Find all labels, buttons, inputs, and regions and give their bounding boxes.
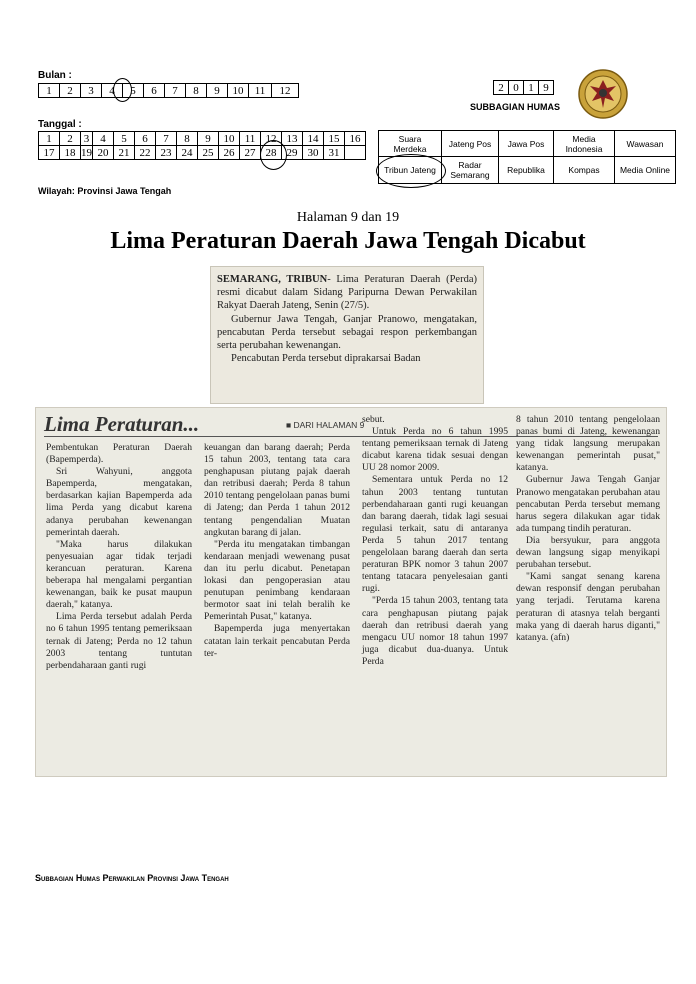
media-selection-circle: [376, 154, 446, 188]
media-cell: Republika: [499, 157, 554, 184]
media-cell: Jateng Pos: [442, 131, 499, 157]
month-grid: [38, 83, 299, 98]
date-cell: 21: [114, 146, 135, 160]
date-cell: 22: [135, 146, 156, 160]
date-cell: 27: [240, 146, 261, 160]
date-cell: 6: [135, 132, 156, 146]
month-cell: 10: [228, 84, 249, 98]
year-digit: 9: [539, 81, 554, 95]
article-paragraph: keuangan dan barang daerah; Perda 15 tahun 2003, tentang tata cara penghapusan piutang pajak daerah dan retribusi daerah; Perda 8 tahun 2010 tentang pengelolaan panas bumi di Jateng; dan Perda 1 tahun 2012 tentang pengendalian Muatan angkutan barang di jalan.: [204, 442, 350, 538]
article-paragraph: Bapemperda juga menyertakan catatan lain terkait pencabutan Perda ter-: [204, 623, 350, 659]
month-cell: 12: [272, 84, 299, 98]
article-paragraph: Dia bersyukur, para anggota dewan langsung sigap menyikapi perubahan tersebut.: [516, 534, 660, 571]
media-cell: Radar Semarang: [442, 157, 499, 184]
news-clipping-continued: [35, 407, 667, 777]
article-column-1: [46, 442, 192, 672]
date-cell: 20: [93, 146, 114, 160]
dateline: SEMARANG, TRIBUN: [217, 274, 328, 285]
date-cell: 14: [303, 132, 324, 146]
month-cell: 7: [165, 84, 186, 98]
news-clipping-front: [210, 266, 484, 404]
date-cell: 26: [219, 146, 240, 160]
date-cell: 24: [177, 146, 198, 160]
date-cell: 15: [324, 132, 345, 146]
clip2-page-ref: ■ DARI HALAMAN 9: [286, 420, 365, 430]
article-paragraph: Lima Perda tersebut adalah Perda no 6 tahun 1995 tentang pemeriksaan ternak di Jateng; Perda no 12 tahun 2003 tentang tuntutan perbendaharaan ganti rugi: [46, 611, 192, 671]
month-cell: 11: [249, 84, 272, 98]
date-cell: 19: [81, 146, 92, 159]
article-paragraph: sebut.: [362, 414, 385, 425]
date-grid: [38, 131, 366, 160]
date-cell: 2: [60, 132, 81, 146]
media-cell: Jawa Pos: [499, 131, 554, 157]
article-paragraph: 8 tahun 2010 tentang pengelolaan panas bumi di Jateng, kewenangan yang tidak langsung merupakan kewenangan pemerintah pusat," katanya.: [516, 414, 660, 474]
article-column-2: [204, 442, 350, 660]
month-cell: 9: [207, 84, 228, 98]
article-column-4: [516, 414, 660, 644]
year-digit: 2: [494, 81, 509, 95]
article-paragraph: Sementara untuk Perda no 12 tahun 2003 tentang tuntutan perbendaharaan ganti rugi keuangan dan barang daerah, tidak lagi sesuai regulasi terkait, satu di antaranya Perda 5 tahun 2017 tentang pengelolaan barang daerah dan serta peraturan BPK nomor 3 tahun 2007 tentang tatacara penyelesaian ganti rugi.: [362, 474, 508, 595]
date-cell: 11: [240, 132, 261, 146]
year-digit: 0: [509, 81, 524, 95]
article-paragraph: "Maka harus dilakukan penyesuaian agar tidak terjadi kerancuan peraturan. Karena beberapa hal mengalami pergantian kewenangan, baik ke pusat maupun daerah," katanya.: [46, 538, 192, 611]
date-cell: 25: [198, 146, 219, 160]
month-selection-circle: [113, 78, 132, 102]
page-reference: Halaman 9 dan 19: [296, 210, 400, 225]
date-cell: 16: [345, 132, 366, 146]
tanggal-label: Tanggal :: [38, 119, 82, 130]
date-cell: 31: [324, 146, 345, 160]
clip1-paragraph: Gubernur Jawa Tengah, Ganjar Pranowo, mengatakan, pencabutan Perda tersebut sebagai respon perkembangan serta perubahan kewenangan.: [217, 313, 477, 352]
date-cell: 23: [156, 146, 177, 160]
date-cell-selected: 28: [261, 146, 282, 160]
date-cell: 7: [156, 132, 177, 146]
media-cell: Wawasan: [615, 131, 676, 157]
month-cell: 4: [102, 84, 123, 98]
bulan-label: Bulan :: [38, 70, 72, 81]
media-cell-selected: Tribun Jateng: [379, 157, 442, 184]
media-cell: Media Online: [615, 157, 676, 184]
date-cell: 13: [282, 132, 303, 146]
footer: Subbagian Humas Perwakilan Provinsi Jawa Tengah: [35, 873, 229, 883]
article-column-3: [362, 414, 508, 668]
date-cell: [345, 146, 366, 160]
date-cell: 29: [282, 146, 303, 160]
date-selection-circle: [260, 140, 287, 170]
article-paragraph: "Perda itu mengatakan timbangan kendaraan menjadi wewenang pusat dan itu perlu dicabut. Penetapan lokasi dan pengoperasian atau penutupan penimbang kendaraan bermotor saat ini telah beralih ke Pemerintah Pusat," katanya.: [204, 538, 350, 623]
clip1-paragraph: Pencabutan Perda tersebut diprakarsai Badan: [231, 353, 421, 365]
article-paragraph: Gubernur Jawa Tengah Ganjar Pranowo mengatakan perubahan atau pencabutan Perda tersebut memang harus segera dilakukan agar tidak ada tumpang tindih peraturan.: [516, 474, 660, 534]
article-paragraph: "Kami sangat senang karena dewan responsif dengan perubahan yang terjadi. Terutama karena peraturan di atasnya telah berganti maka yang di daerah harus diganti," katanya. (afn): [516, 571, 660, 643]
date-cell: 17: [39, 146, 60, 160]
date-cell: 12: [261, 132, 282, 146]
garuda-seal-icon: [578, 68, 628, 120]
date-cell: 8: [177, 132, 198, 146]
article-paragraph: Untuk Perda no 6 tahun 1995 tentang pemeriksaan ternak di Jateng dicabut karena tidak sesuai dengan UU 28 nomor 2009.: [362, 426, 508, 474]
article-paragraph: Pembentukan Peraturan Daerah (Bapemperda).: [46, 442, 192, 466]
year-grid: [493, 80, 554, 95]
date-cell: 1: [39, 132, 60, 146]
month-cell: 6: [144, 84, 165, 98]
article-paragraph: "Perda 15 tahun 2003, tentang tata cara penghapusan piutang pajak daerah dan retribusi daerah yang mengacu UU nomor 18 tahun 1997 juga dicabut dua-duanya. Untuk Perda: [362, 595, 508, 667]
date-cell: 5: [114, 132, 135, 146]
date-cell: 30: [303, 146, 324, 160]
date-cell: 3: [81, 132, 93, 146]
month-cell-selected: 5: [123, 84, 144, 98]
subbagian-humas-label: SUBBAGIAN HUMAS: [470, 102, 560, 112]
wilayah-label: Wilayah: Provinsi Jawa Tengah: [38, 186, 172, 196]
clip1-lead: - Lima Peraturan Daerah (Perda) resmi dicabut dalam Sidang Paripurna Dewan Perwakilan Rakyat Daerah Jateng, Senin (27/5).: [217, 274, 477, 312]
headline: Lima Peraturan Daerah Jawa Tengah Dicabut: [110, 228, 586, 254]
media-cell: Kompas: [554, 157, 615, 184]
date-cell: 4: [93, 132, 114, 146]
media-cell: Media Indonesia: [554, 131, 615, 157]
month-cell: 2: [60, 84, 81, 98]
clip1-paragraph: [217, 273, 477, 313]
year-digit: 1: [524, 81, 539, 95]
media-cell: Suara Merdeka: [379, 131, 442, 157]
month-cell: 1: [39, 84, 60, 98]
date-cell: 18: [60, 146, 81, 160]
month-cell: 8: [186, 84, 207, 98]
month-cell: 3: [81, 84, 102, 98]
date-cell: 9: [198, 132, 219, 146]
article-paragraph: Sri Wahyuni, anggota Bapemperda, mengatakan, berdasarkan kajian Bapemperda ada lima Perda yang dicabut karena adanya perubahan kewenangan pemerintah daerah.: [46, 466, 192, 538]
date-cell: 10: [219, 132, 240, 146]
clip2-title: Lima Peraturan...: [44, 412, 200, 436]
